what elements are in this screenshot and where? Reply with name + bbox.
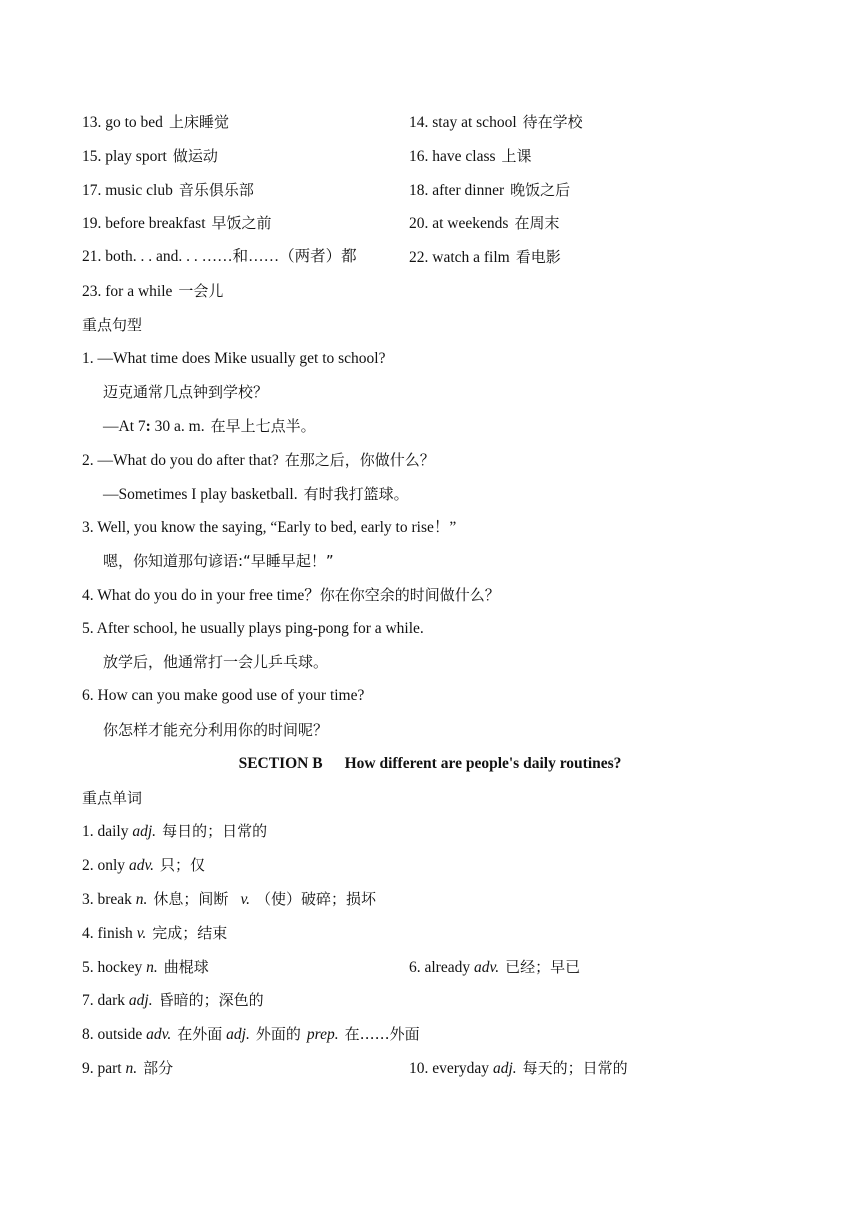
section-b-title: [0, 754, 860, 774]
phrase-15: [82, 146, 218, 167]
item-number: 10.: [409, 1060, 429, 1077]
part-of-speech: adv.: [128, 857, 155, 874]
phrase-zh: 上床睡觉: [168, 113, 229, 131]
phrase-14: [409, 112, 583, 133]
item-number: 14.: [409, 114, 429, 131]
part-of-speech: n.: [135, 891, 148, 908]
word-4: [82, 923, 227, 944]
sentence-zh: 你在你空余的时间做什么？: [319, 586, 500, 604]
part-of-speech: v.: [136, 925, 147, 942]
word-zh: （使）破碎；损坏: [256, 890, 377, 908]
word-zh: 在外面: [177, 1025, 223, 1043]
item-number: 1.: [82, 823, 94, 840]
part-of-speech: adj.: [132, 823, 157, 840]
phrase-zh: 待在学校: [522, 113, 583, 131]
phrase-zh: 一会儿: [178, 282, 224, 300]
sentence-en: 2. —What do you do after that?: [82, 452, 279, 469]
item-number: 9.: [82, 1060, 94, 1077]
word-3: [82, 889, 376, 910]
phrase-en: have class: [432, 148, 496, 165]
key-sentences-heading: 重点句型: [82, 316, 143, 334]
word-en: part: [97, 1060, 122, 1077]
phrase-en: music club: [105, 182, 173, 199]
sentence-3-zh: 嗯，你知道那句谚语:“早睡早起！”: [103, 552, 334, 570]
answer-zh: 有时我打篮球。: [303, 485, 409, 503]
phrase-zh: 做运动: [172, 147, 218, 165]
sentence-en: 4. What do you do in your free time？: [82, 587, 320, 604]
word-en: outside: [97, 1026, 143, 1043]
item-number: 16.: [409, 148, 429, 165]
part-of-speech: n.: [146, 959, 158, 976]
item-number: 20.: [409, 215, 429, 232]
word-en: hockey: [97, 959, 143, 976]
part-of-speech: adv.: [473, 959, 500, 976]
item-number: 5.: [82, 959, 94, 976]
word-en: everyday: [432, 1060, 490, 1077]
sentence-6-zh: 你怎样才能充分利用你的时间呢？: [103, 721, 329, 739]
word-9: [82, 1058, 173, 1079]
phrase-en: play sport: [105, 148, 167, 165]
section-label: SECTION B: [238, 755, 323, 772]
item-number: 6.: [409, 959, 421, 976]
phrase-zh: 早饭之前: [211, 214, 272, 232]
word-zh: 每天的；日常的: [522, 1059, 628, 1077]
item-number: 4.: [82, 925, 94, 942]
phrase-en: go to bed: [105, 114, 163, 131]
word-zh: 部分: [143, 1059, 174, 1077]
phrase-en: after dinner: [432, 182, 505, 199]
word-7: [82, 990, 264, 1011]
item-number: 19.: [82, 215, 102, 232]
item-number: 17.: [82, 182, 102, 199]
word-en: finish: [97, 925, 133, 942]
word-zh: 在……外面: [344, 1025, 420, 1043]
word-8: [82, 1024, 420, 1045]
sentence-6-en: 6. How can you make good use of your time?: [82, 687, 365, 704]
sentence-1-answer: [103, 416, 316, 437]
phrase-zh: 晚饭之后: [510, 181, 571, 199]
item-number: 7.: [82, 992, 94, 1009]
item-number: 21.: [82, 248, 102, 265]
word-zh: 只；仅: [160, 856, 206, 874]
item-number: 8.: [82, 1026, 94, 1043]
word-zh: 昏暗的；深色的: [158, 991, 264, 1009]
phrase-en: both. . . and. . . ……和……（两者）都: [105, 248, 357, 265]
phrase-en: before breakfast: [105, 215, 206, 232]
item-number: 3.: [82, 891, 94, 908]
phrase-21: [82, 247, 357, 267]
part-of-speech: v.: [240, 891, 251, 908]
sentence-zh: 在那之后，你做什么？: [284, 451, 435, 469]
phrase-en: for a while: [105, 283, 173, 300]
sentence-4: [82, 585, 500, 606]
phrase-16: [409, 146, 532, 167]
phrase-23: [82, 281, 223, 302]
word-zh: 休息；间断: [153, 890, 229, 908]
sentence-3-en: 3. Well, you know the saying, “Early to bed, early to rise！”: [82, 519, 457, 536]
word-6: [409, 957, 580, 978]
sentence-5-zh: 放学后，他通常打一会儿乒乓球。: [103, 653, 329, 671]
answer-en-part1: —At 7: [103, 418, 146, 435]
phrase-13: [82, 112, 229, 133]
item-number: 15.: [82, 148, 102, 165]
part-of-speech: adv.: [146, 1026, 172, 1043]
phrase-zh: 在周末: [514, 214, 560, 232]
phrase-zh: 上课: [501, 147, 532, 165]
item-number: 23.: [82, 283, 102, 300]
answer-en: —Sometimes I play basketball.: [103, 486, 298, 503]
word-zh: 已经；早已: [505, 958, 581, 976]
word-zh: 每日的；日常的: [162, 822, 268, 840]
item-number: 13.: [82, 114, 102, 131]
sentence-1-zh: 迈克通常几点钟到学校？: [103, 383, 269, 401]
word-2: [82, 855, 205, 876]
item-number: 18.: [409, 182, 429, 199]
phrase-zh: 音乐俱乐部: [178, 181, 254, 199]
sentence-1-en: 1. —What time does Mike usually get to school?: [82, 350, 386, 367]
phrase-19: [82, 213, 272, 234]
word-en: already: [424, 959, 471, 976]
answer-colon: :: [145, 418, 151, 435]
word-en: daily: [97, 823, 129, 840]
key-words-heading: 重点单词: [82, 789, 143, 807]
phrase-zh: 看电影: [515, 248, 561, 266]
word-en: break: [97, 891, 132, 908]
phrase-18: [409, 180, 570, 201]
phrase-22: [409, 247, 561, 268]
word-1: [82, 821, 267, 842]
part-of-speech: n.: [125, 1060, 138, 1077]
word-zh: 外面的: [255, 1025, 301, 1043]
word-5: [82, 957, 209, 978]
part-of-speech: adj.: [128, 992, 153, 1009]
phrase-en: at weekends: [432, 215, 509, 232]
phrase-en: watch a film: [432, 249, 510, 266]
word-en: dark: [97, 992, 126, 1009]
sentence-2: [82, 450, 435, 471]
word-zh: 曲棍球: [163, 958, 209, 976]
section-heading: How different are people's daily routines?: [344, 755, 622, 772]
answer-en-part2: 30 a. m.: [150, 418, 205, 435]
part-of-speech: prep.: [306, 1026, 339, 1043]
phrase-17: [82, 180, 254, 201]
sentence-5-en: 5. After school, he usually plays ping-pong for a while.: [82, 620, 424, 637]
word-en: only: [97, 857, 126, 874]
part-of-speech: adj.: [226, 1026, 250, 1043]
phrase-en: stay at school: [432, 114, 517, 131]
sentence-2-answer: [103, 484, 409, 505]
phrase-20: [409, 213, 559, 234]
answer-zh: 在早上七点半。: [210, 417, 316, 435]
item-number: 22.: [409, 249, 429, 266]
part-of-speech: adj.: [492, 1060, 517, 1077]
word-zh: 完成；结束: [152, 924, 228, 942]
word-10: [409, 1058, 628, 1079]
item-number: 2.: [82, 857, 94, 874]
